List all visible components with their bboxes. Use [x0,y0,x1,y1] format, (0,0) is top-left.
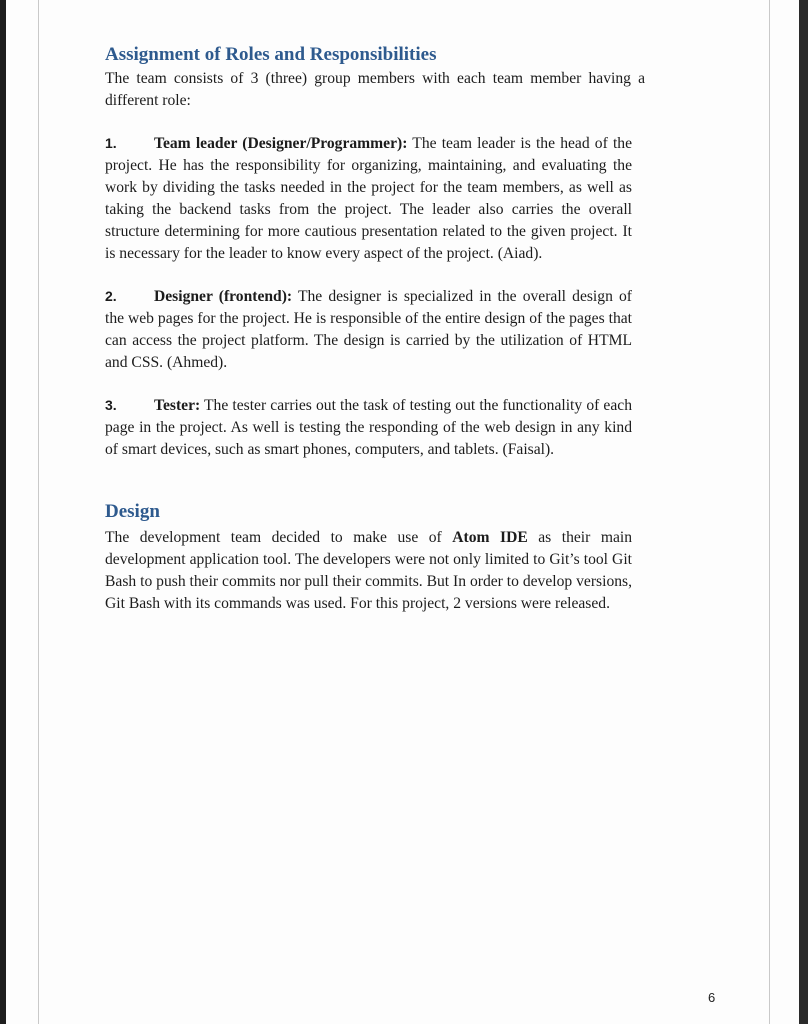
role-number: 3. [105,397,117,413]
role-item-tester [105,394,632,461]
role-title: Designer (frontend): [154,288,293,305]
role-description: The designer is specialized in the overall design of the web pages for the project. He is responsible of the entire design of the pages that can access the project platform. The design is carried by the utilization of HTML and CSS. (Ahmed). [105,288,632,371]
design-paragraph [105,527,632,615]
role-number: 2. [105,288,117,304]
design-text-after: as their main development application tool. The developers were not only limited to Git’s tool Git Bash to push their commits nor pull their commits. But In order to develop versions, Git Bash with its commands was used. For this project, 2 versions were released. [105,529,632,612]
role-description: The tester carries out the task of testing out the functionality of each page in the project. As well is testing the responding of the web design in any kind of smart devices, such as smart phones, computers, and tablets. (Faisal). [105,397,632,458]
roles-heading: Assignment of Roles and Responsibilities [105,44,437,65]
role-item-team-leader [105,132,632,265]
role-number: 1. [105,135,117,151]
role-item-designer [105,285,632,374]
role-description: The team leader is the head of the project. He has the responsibility for organizing, maintaining, and evaluating the work by dividing the tasks needed in the project for the team members, as well as taking the backend tasks from the project. The leader also carries the overall structure determining for more cautious presentation related to the given project. It is necessary for the leader to know every aspect of the project. (Aiad). [105,135,632,262]
page-content [105,42,645,615]
design-text-before: The development team decided to make use of [105,529,453,546]
role-title: Team leader (Designer/Programmer): [154,135,408,152]
roles-intro: The team consists of 3 (three) group members with each team member having a different role: [105,70,645,109]
role-title: Tester: [154,397,201,414]
document-page [6,0,799,1024]
right-margin-line [769,0,770,1024]
left-margin-line [38,0,39,1024]
design-heading: Design [105,501,160,522]
page-number: 6 [708,990,716,1005]
design-tool-name: Atom IDE [452,529,528,546]
viewer-right-edge [799,0,808,1024]
